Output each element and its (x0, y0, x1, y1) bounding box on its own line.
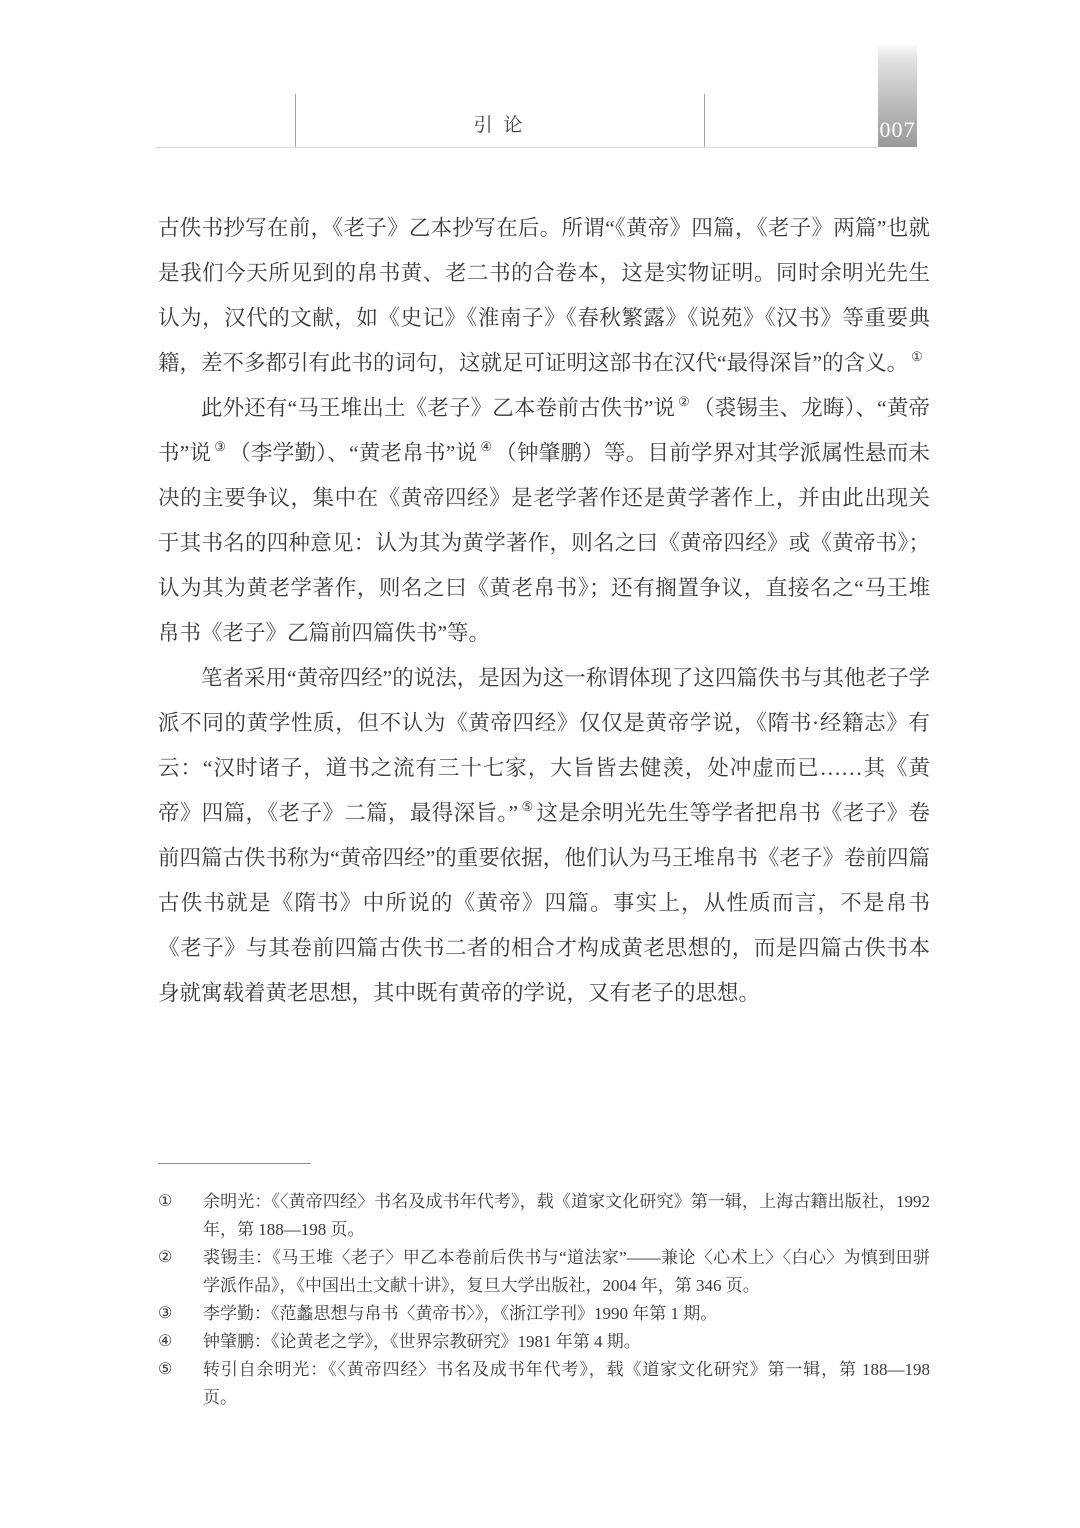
footnote-item (158, 1188, 930, 1244)
footnote-item (158, 1300, 930, 1328)
body-paragraph: 古佚书抄写在前，《老子》乙本抄写在后。所谓“《黄帝》四篇，《老子》两篇”也就是我们今天所见到的帛书黄、老二书的合卷本，这是实物证明。同时余明光先生认为，汉代的文献，如《史记》《淮南子》《春秋繁露》《说苑》《汉书》等重要典籍，差不多都引有此书的词句，这就足可证明这部书在汉代“最得深旨”的含义。 ① (158, 216, 930, 375)
footnote-text: 钟肇鹏：《论黄老之学》，《世界宗教研究》1981 年第 4 期。 (203, 1332, 641, 1351)
page-number-bar (878, 45, 917, 147)
body-paragraphs (158, 206, 930, 1016)
footnote-reference: ③ (214, 439, 227, 454)
footnote-reference: ① (911, 349, 923, 364)
page-number: 007 (879, 117, 916, 142)
footnote-reference: ④ (480, 439, 493, 454)
footnote-reference: ⑤ (521, 799, 534, 814)
body-paragraph: 此外还有“马王堆出土《老子》乙本卷前古佚书”说 ② （裘锡圭、龙晦）、“黄帝书”说 ③ （李学勤）、“黄老帛书”说 ④ （钟肇鹏）等。目前学界对其学派属性悬而未决的主要争议，集中在《黄帝四经》是老学著作还是黄学著作上，并由此出现关于其书名的四种意见：认为其为黄学著作，则名之曰《黄帝四经》或《黄帝书》；认为其为黄老学著作，则名之曰《黄老帛书》；还有搁置争议，直接名之“马王堆帛书《老子》乙篇前四篇佚书”等。 (158, 394, 930, 645)
footnote-item (158, 1356, 930, 1412)
footnote-separator (158, 1163, 311, 1164)
footnote-item (158, 1328, 930, 1356)
footnote-marker: ④ (158, 1333, 173, 1350)
footnote-marker: ⑤ (158, 1361, 173, 1378)
footnote-list (158, 1188, 930, 1412)
page-title: 引 论 (473, 115, 526, 136)
footnote-marker: ② (158, 1249, 173, 1266)
footnote-text: 余明光：《〈黄帝四经〉书名及成书年代考》，载《道家文化研究》第一辑，上海古籍出版社，1992 年，第 188—198 页。 (203, 1192, 930, 1239)
header-rule (155, 147, 878, 148)
header-tick-right (704, 94, 705, 147)
footnote-text: 转引自余明光：《〈黄帝四经〉书名及成书年代考》，载《道家文化研究》第一辑，第 188—198 页。 (203, 1360, 930, 1407)
footnote-item (158, 1244, 930, 1300)
footnote-reference: ② (678, 394, 690, 409)
footnote-marker: ③ (158, 1305, 173, 1322)
body-paragraph: 笔者采用“黄帝四经”的说法，是因为这一称谓体现了这四篇佚书与其他老子学派不同的黄学性质，但不认为《黄帝四经》仅仅是黄帝学说，《隋书·经籍志》有云：“汉时诸子，道书之流有三十七家，大旨皆去健羡，处冲虚而已……其《黄帝》四篇，《老子》二篇，最得深旨。” ⑤ 这是余明光先生等学者把帛书《老子》卷前四篇古佚书称为“黄帝四经”的重要依据，他们认为马王堆帛书《老子》卷前四篇古佚书就是《隋书》中所说的《黄帝》四篇。事实上，从性质而言，不是帛书《老子》与其卷前四篇古佚书二者的相合才构成黄老思想的，而是四篇古佚书本身就寓载着黄老思想，其中既有黄帝的学说，又有老子的思想。 (158, 666, 930, 1005)
footnote-text: 李学勤：《范蠡思想与帛书〈黄帝书〉》，《浙江学刊》1990 年第 1 期。 (203, 1304, 718, 1323)
footnote-text: 裘锡圭：《马王堆〈老子〉甲乙本卷前后佚书与“道法家”——兼论〈心术上〉〈白心〉为慎到田骈学派作品》，《中国出土文献十讲》，复旦大学出版社，2004 年，第 346 页。 (203, 1248, 930, 1295)
footnote-marker: ① (158, 1193, 173, 1210)
